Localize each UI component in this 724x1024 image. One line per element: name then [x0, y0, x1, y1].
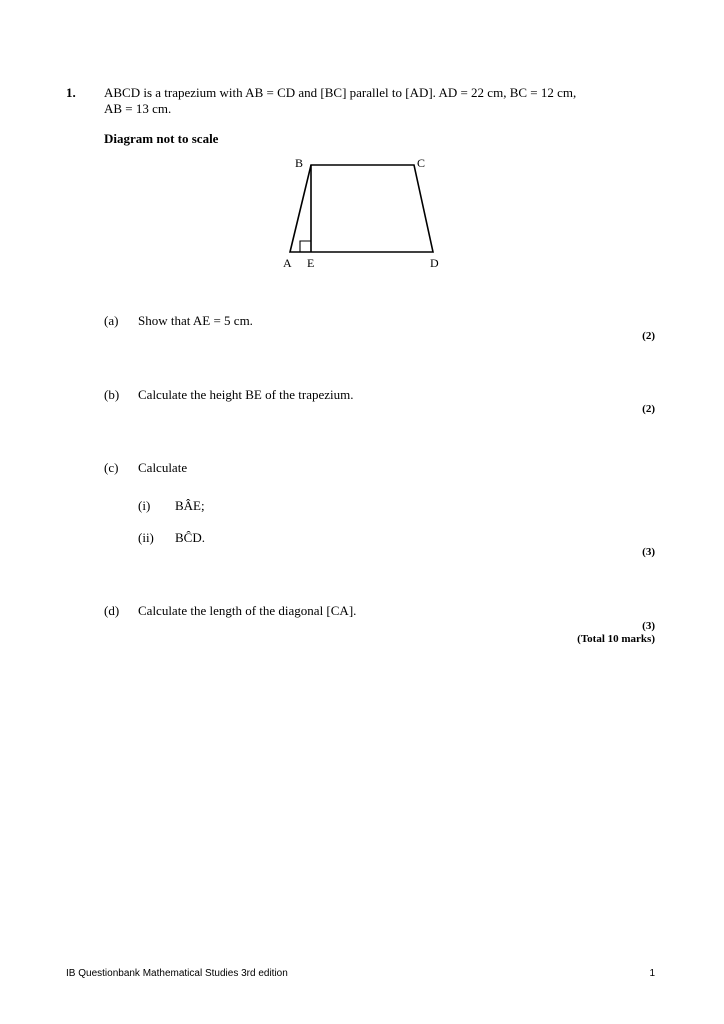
question-intro-line2: AB = 13 cm. — [104, 101, 172, 116]
vertex-label-e: E — [307, 256, 315, 270]
question-intro-line1: ABCD is a trapezium with AB = CD and [BC] parallel to [AD]. AD = 22 cm, BC = 12 cm, — [104, 85, 577, 100]
part-a-marks: (2) — [642, 330, 655, 342]
question-number: 1. — [66, 85, 76, 100]
part-d-label: (d) — [104, 603, 120, 618]
footer-source: IB Questionbank Mathematical Studies 3rd edition — [66, 968, 288, 979]
part-c-i-label: (i) — [138, 498, 151, 513]
part-c-ii-label: (ii) — [138, 530, 154, 545]
part-d-text: Calculate the length of the diagonal [CA]. — [138, 603, 357, 618]
part-b-marks: (2) — [642, 403, 655, 415]
part-c-ii-text: BĈD. — [175, 530, 205, 545]
right-angle-marker — [300, 241, 311, 252]
total-marks: (Total 10 marks) — [577, 633, 655, 645]
part-c-text: Calculate — [138, 460, 188, 475]
part-a-text: Show that AE = 5 cm. — [138, 313, 253, 328]
part-c-marks: (3) — [642, 546, 655, 558]
part-b-text: Calculate the height BE of the trapezium. — [138, 387, 354, 402]
vertex-label-b: B — [295, 156, 304, 170]
vertex-label-d: D — [430, 256, 439, 270]
part-c-i-text: BÂE; — [175, 498, 205, 513]
part-b-label: (b) — [104, 387, 120, 402]
vertex-label-c: C — [417, 156, 426, 170]
vertex-label-a: A — [283, 256, 292, 270]
part-a-label: (a) — [104, 313, 119, 328]
trapezium-diagram — [270, 150, 460, 275]
part-d-marks: (3) — [642, 620, 655, 632]
part-c-label: (c) — [104, 460, 119, 475]
page-number: 1 — [649, 968, 655, 979]
diagram-note: Diagram not to scale — [104, 131, 219, 146]
